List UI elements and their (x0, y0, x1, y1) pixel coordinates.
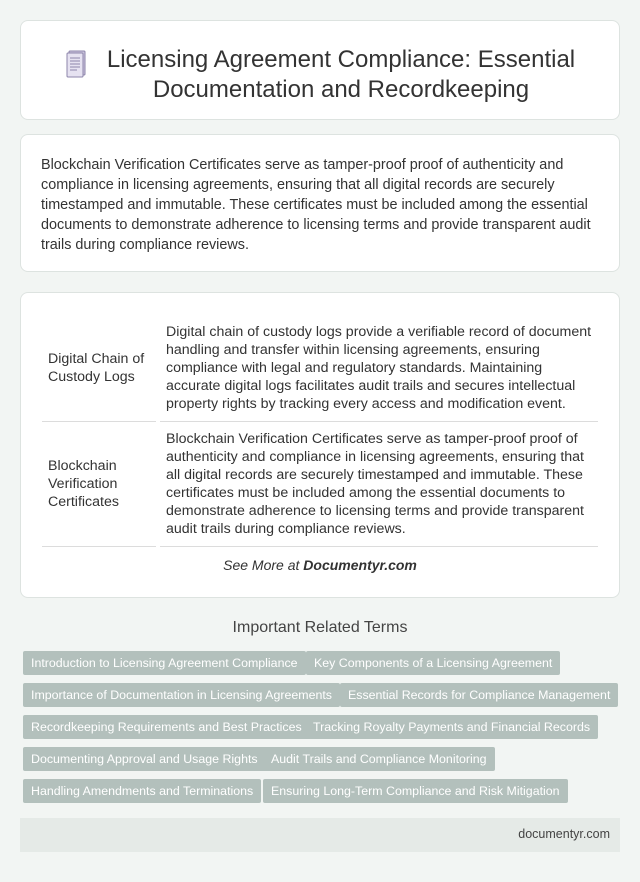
see-more (21, 557, 619, 573)
related-term-tag[interactable]: Importance of Documentation in Licensing Agreements (23, 683, 340, 707)
related-term-tag[interactable]: Tracking Royalty Payments and Financial Records (305, 715, 598, 739)
related-terms-title: Important Related Terms (232, 619, 408, 636)
related-term-tag[interactable]: Audit Trails and Compliance Monitoring (263, 747, 495, 771)
description-cell: Blockchain Verification Certificates serve as tamper-proof proof of authenticity and compliance in licensing agreements, ensuring that all digital records are securely timestamped and immutable. These certificates must be included among the essential documents to demonstrate adherence to licensing terms and provide transparent audit trails during compliance reviews. (158, 422, 598, 547)
intro-text: Blockchain Verification Certificates serve as tamper-proof proof of authenticity and compliance in licensing agreements, ensuring that all digital records are securely timestamped and immutable. These certificates must be included among the essential documents to demonstrate adherence to licensing terms and provide transparent audit trails during compliance reviews. (41, 157, 591, 253)
related-term-tag[interactable]: Introduction to Licensing Agreement Compliance (23, 651, 306, 675)
related-term-tag[interactable]: Essential Records for Compliance Management (340, 683, 618, 707)
table-row (42, 315, 598, 422)
related-term-tag[interactable]: Recordkeeping Requirements and Best Practices (23, 715, 310, 739)
table-row (42, 422, 598, 547)
term-cell: Blockchain Verification Certificates (42, 422, 158, 547)
page-title: Licensing Agreement Compliance: Essential Documentation and Recordkeeping (106, 46, 576, 103)
terms-table-card (20, 292, 620, 598)
terms-table (42, 315, 598, 547)
see-more-prefix: See More at (223, 557, 304, 573)
term-cell: Digital Chain of Custody Logs (42, 315, 158, 422)
related-term-tag[interactable]: Handling Amendments and Terminations (23, 779, 261, 803)
related-term-tag[interactable]: Documenting Approval and Usage Rights (23, 747, 266, 771)
title-card (20, 20, 620, 120)
description-cell: Digital chain of custody logs provide a verifiable record of document handling and transfer within licensing agreements, ensuring compliance with legal and regulatory standards. Maintaining accurate digital logs facilitates audit trails and secures intellectual property rights by tracking every access and modification event. (158, 315, 598, 422)
see-more-link[interactable]: Documentyr.com (303, 557, 417, 573)
intro-card (20, 134, 620, 272)
document-icon (64, 49, 90, 79)
related-term-tag[interactable]: Ensuring Long-Term Compliance and Risk Mitigation (263, 779, 568, 803)
footer (20, 818, 620, 852)
footer-site[interactable]: documentyr.com (518, 827, 610, 841)
related-term-tag[interactable]: Key Components of a Licensing Agreement (306, 651, 560, 675)
